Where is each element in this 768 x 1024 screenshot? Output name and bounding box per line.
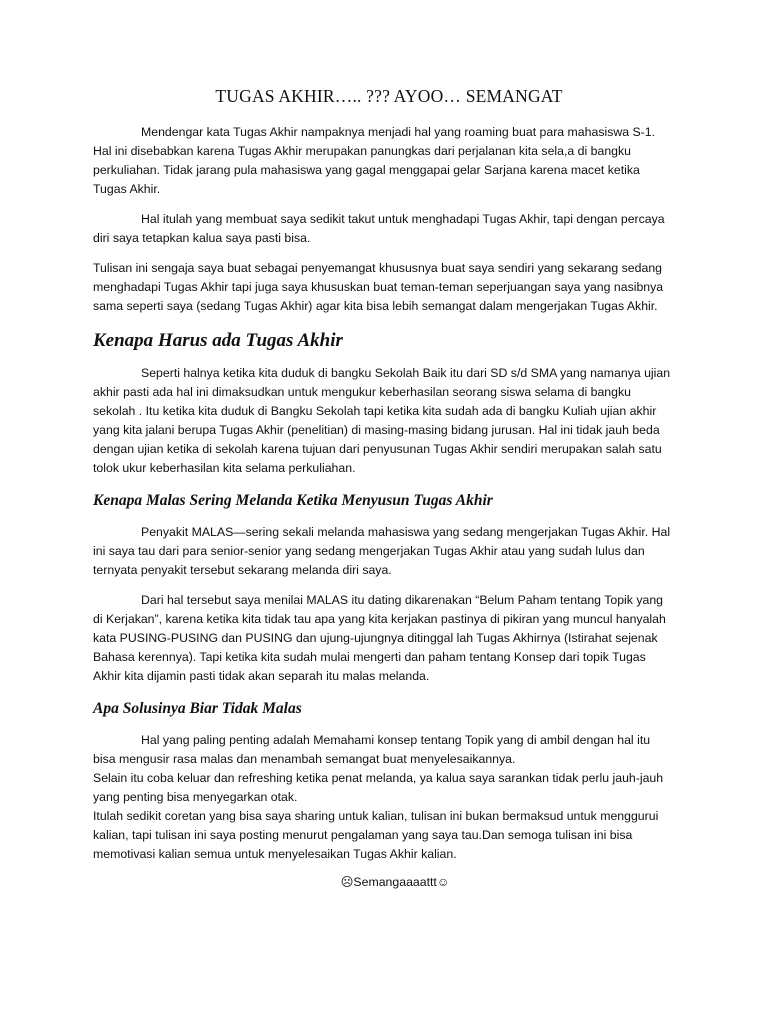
document-page — [93, 86, 675, 889]
section-heading-solution: Apa Solusinya Biar Tidak Malas — [93, 700, 302, 717]
section2-paragraph-1: Penyakit MALAS—sering sekali melanda mahasiswa yang sedang mengerjakan Tugas Akhir. Hal ini saya tau dari para senior-senior yang sedang mengerjakan Tugas Akhir atau yang sudah lulus dan ternyata penyakit tersebut sekarang melanda diri saya. — [93, 525, 671, 577]
intro-paragraph-2: Hal itulah yang membuat saya sedikit takut untuk menghadapi Tugas Akhir, tapi dengan percaya diri saya tetapkan kalua saya pasti bisa. — [93, 212, 665, 245]
section3-paragraph-3: Itulah sedikit coretan yang bisa saya sharing untuk kalian, tulisan ini bukan bermaksud untuk menggurui kalian, tapi tulisan ini saya posting menurut pengalaman yang saya tau.Dan semoga tulisan ini bisa memotivasi kalian semua untuk menyelesaikan Tugas Akhir kalian. — [93, 809, 659, 861]
section2-paragraph-2: Dari hal tersebut saya menilai MALAS itu dating dikarenakan “Belum Paham tentang Topik yang di Kerjakan”, karena ketika kita tidak tau apa yang kita kerjakan pastinya di pikiran yang muncul hanyalah kata PUSING-PUSING dan PUSING dan ujung-ujungnya ditinggal lah Tugas Akhirnya (Istirahat sejenak Bahasa kerennya). Tapi ketika kita sudah mulai mengerti dan paham tentang Konsep dari topik Tugas Akhir kita dijamin pasti tidak akan separah itu malas melanda. — [93, 593, 666, 683]
section3-paragraph-1: Hal yang paling penting adalah Memahami konsep tentang Topik yang di ambil dengan hal itu bisa mengusir rasa malas dan menambah semangat buat menyelesaikannya. — [93, 733, 651, 766]
section-heading-why-final-project: Kenapa Harus ada Tugas Akhir — [93, 330, 343, 351]
intro-paragraph-3: Tulisan ini sengaja saya buat sebagai penyemangat khususnya buat saya sendiri yang sekarang sedang menghadapi Tugas Akhir tapi juga saya khususkan buat teman-teman seperjuangan saya yang nasibnya sama seperti saya (sedang Tugas Akhir) agar kita bisa lebih semangat dalam mengerjakan Tugas Akhir. — [93, 261, 664, 313]
intro-paragraph-1: Mendengar kata Tugas Akhir nampaknya menjadi hal yang roaming buat para mahasiswa S-1. Hal ini disebabkan karena Tugas Akhir merupakan panungkas dari perjalanan kita sela,a di bangku perkuliahan. Tidak jarang pula mahasiswa yang gagal menggapai gelar Sarjana karena macet ketika Tugas Akhir. — [93, 125, 656, 196]
section-heading-why-lazy: Kenapa Malas Sering Melanda Ketika Menyusun Tugas Akhir — [93, 492, 493, 509]
document-title: TUGAS AKHIR….. ??? AYOO… SEMANGAT — [215, 86, 563, 106]
closing-line: ☹Semangaaaattt☺ — [340, 875, 450, 889]
section3-paragraph-2: Selain itu coba keluar dan refreshing ketika penat melanda, ya kalua saya sarankan tidak perlu jauh-jauh yang penting bisa menyegarkan otak. — [93, 771, 664, 804]
section1-paragraph: Seperti halnya ketika kita duduk di bangku Sekolah Baik itu dari SD s/d SMA yang namanya ujian akhir pasti ada hal ini dimaksudkan untuk mengukur keberhasilan seorang siswa selama di bangku sekolah . Itu ketika kita duduk di Bangku Sekolah tapi ketika kita sudah ada di bangku Kuliah ujian akhir yang kita jalani berupa Tugas Akhir (penelitian) di masing-masing bidang jurusan. Hal ini tidak jauh beda dengan ujian ketika di sekolah karena tujuan dari penyusunan Tugas Akhir sendiri merupakan salah satu tolok ukur keberhasilan kita selama perkuliahan. — [93, 366, 671, 475]
